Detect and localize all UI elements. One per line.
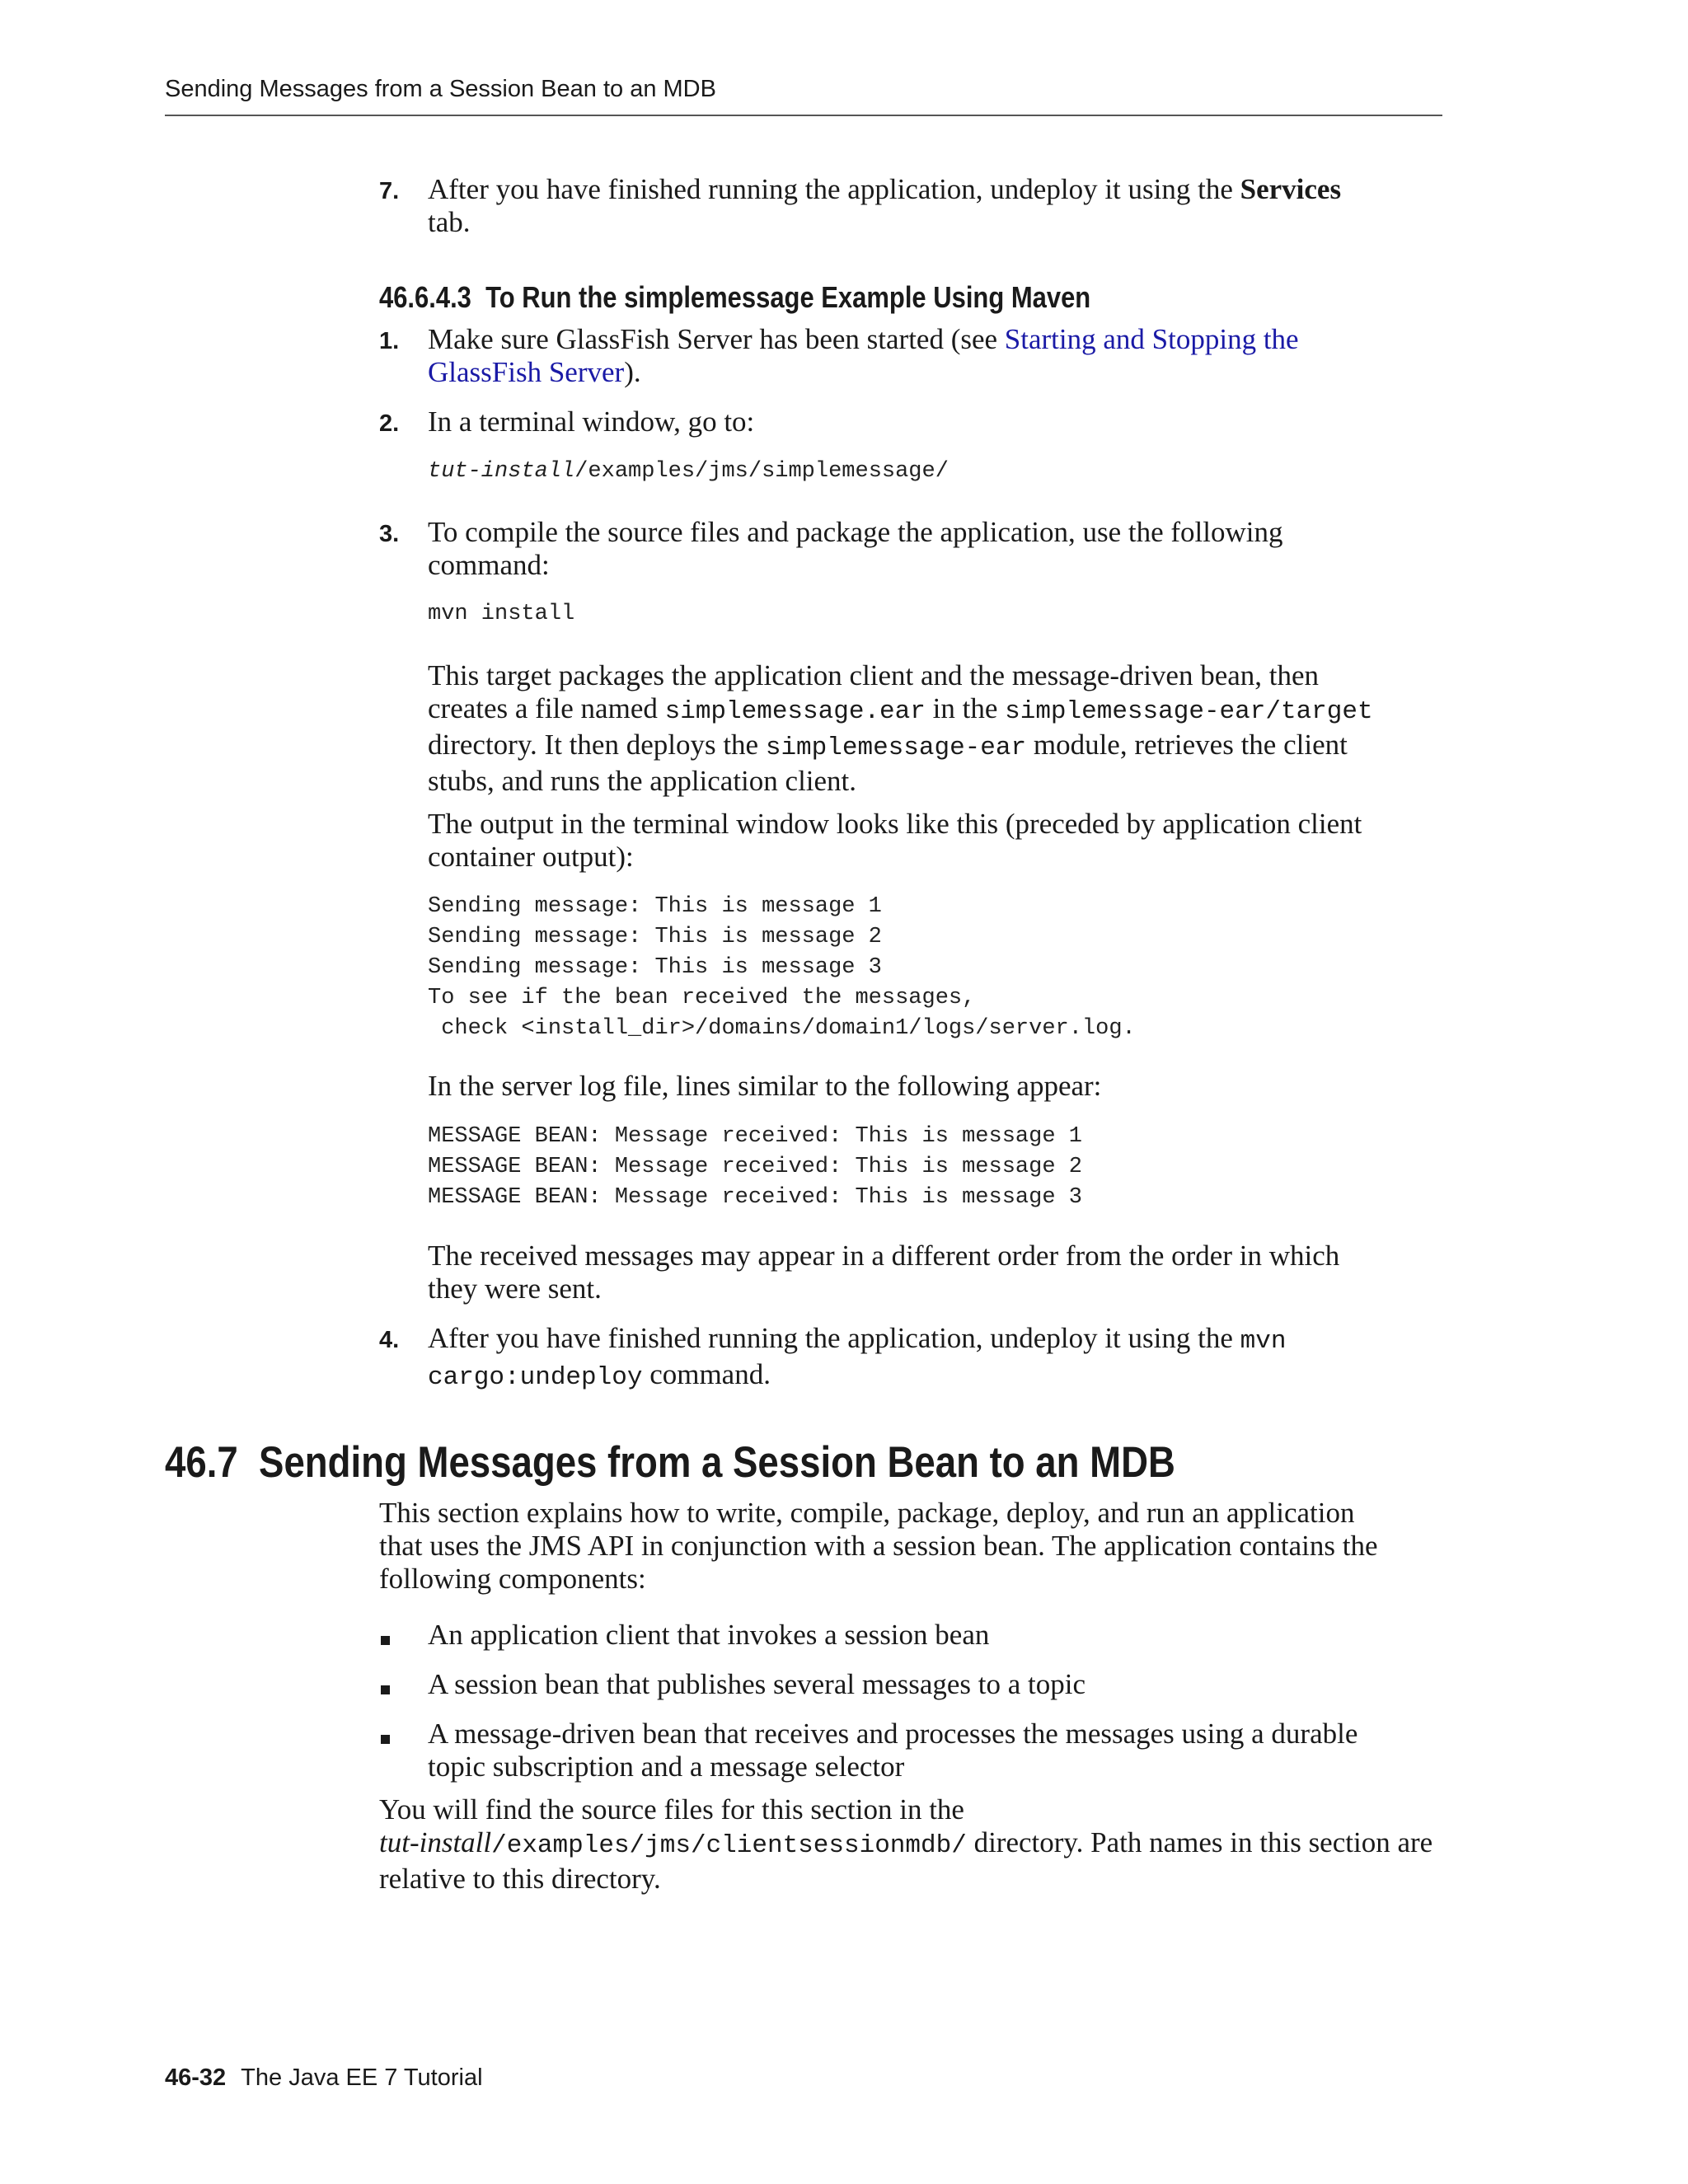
step-1-post: ). bbox=[624, 356, 641, 388]
outro-line1: You will find the source files for this section in the bbox=[379, 1793, 964, 1825]
log-line: MESSAGE BEAN: Message received: This is message 2 bbox=[428, 1155, 1082, 1179]
clientsessionmdb-path: /examples/jms/clientsessionmdb/ bbox=[491, 1831, 967, 1860]
outro-line3: relative to this directory. bbox=[379, 1863, 661, 1895]
log-line: MESSAGE BEAN: Message received: This is message 3 bbox=[428, 1185, 1082, 1210]
section-number: 46.7 bbox=[165, 1438, 238, 1487]
step-1-text bbox=[428, 323, 1299, 389]
p4-line2: they were sent. bbox=[428, 1272, 602, 1305]
outro-rest: directory. Path names in this section are bbox=[966, 1826, 1433, 1858]
section-intro bbox=[379, 1497, 1378, 1596]
step-4-pre: After you have finished running the application, undeploy it using the bbox=[428, 1322, 1240, 1354]
output-line: Sending message: This is message 1 bbox=[428, 894, 882, 919]
starting-stopping-link-2[interactable]: GlassFish Server bbox=[428, 356, 625, 388]
page-footer bbox=[165, 2064, 483, 2092]
section-heading-46-7 bbox=[165, 1437, 1175, 1488]
step-2-text: In a terminal window, go to: bbox=[428, 405, 755, 438]
p1-l3b: module, retrieves the client bbox=[1026, 729, 1348, 761]
p2-line2: container output): bbox=[428, 841, 634, 873]
ear-file-code: simplemessage.ear bbox=[664, 697, 926, 726]
bullet-marker bbox=[381, 1735, 390, 1744]
step-7-pre: After you have finished running the application, undeploy it using the bbox=[428, 173, 1240, 205]
bullet-item-1: An application client that invokes a session bean bbox=[428, 1619, 990, 1651]
page-number: 46-32 bbox=[165, 2064, 227, 2091]
starting-stopping-link-1[interactable]: Starting and Stopping the bbox=[1004, 323, 1299, 355]
intro-line3: following components: bbox=[379, 1563, 646, 1595]
source-files-paragraph bbox=[379, 1793, 1432, 1896]
step-7-post: tab. bbox=[428, 206, 471, 238]
mvn-install-command: mvn install bbox=[428, 602, 575, 626]
target-dir-code: simplemessage-ear/target bbox=[1005, 697, 1373, 726]
bullet-marker bbox=[381, 1685, 390, 1694]
server-log-output bbox=[428, 1122, 1082, 1213]
output-line: Sending message: This is message 2 bbox=[428, 925, 882, 949]
p1-line1: This target packages the application client and the message-driven bean, then bbox=[428, 659, 1320, 691]
step-7-text bbox=[428, 173, 1341, 239]
step-2-path-rest: /examples/jms/simplemessage/ bbox=[574, 459, 949, 484]
log-line: MESSAGE BEAN: Message received: This is message 1 bbox=[428, 1124, 1082, 1149]
section-number: 46.6.4.3 bbox=[379, 280, 471, 314]
step-3-number: 3. bbox=[379, 521, 400, 547]
step-3-paragraph-4 bbox=[428, 1240, 1339, 1305]
bullet-item-3 bbox=[428, 1718, 1357, 1783]
services-tab-term: Services bbox=[1240, 173, 1342, 205]
bullet-3-line2: topic subscription and a message selector bbox=[428, 1750, 905, 1783]
step-3-paragraph-2 bbox=[428, 808, 1362, 874]
step-4-number: 4. bbox=[379, 1327, 400, 1353]
step-3-line2: command: bbox=[428, 549, 550, 581]
step-3-paragraph-3: In the server log file, lines similar to the following appear: bbox=[428, 1070, 1102, 1102]
output-line: Sending message: This is message 3 bbox=[428, 955, 882, 980]
section-heading-46-6-4-3 bbox=[379, 280, 1090, 315]
section-title: To Run the simplemessage Example Using Maven bbox=[485, 280, 1091, 314]
step-2-number: 2. bbox=[379, 410, 400, 437]
step-4-post: command. bbox=[642, 1358, 771, 1390]
tut-install-italic: tut-install bbox=[428, 459, 575, 484]
bullet-marker bbox=[381, 1636, 390, 1645]
output-line: To see if the bean received the messages, bbox=[428, 986, 976, 1010]
book-title: The Java EE 7 Tutorial bbox=[241, 2064, 483, 2091]
intro-line2: that uses the JMS API in conjunction with a session bean. The application contains the bbox=[379, 1530, 1378, 1562]
section-title: Sending Messages from a Session Bean to an MDB bbox=[259, 1438, 1175, 1487]
p1-l2a: creates a file named bbox=[428, 692, 665, 724]
step-4-text bbox=[428, 1322, 1286, 1394]
step-3-text bbox=[428, 516, 1283, 582]
p2-line1: The output in the terminal window looks like this (preceded by application client bbox=[428, 808, 1362, 840]
step-3-line1: To compile the source files and package the application, use the following bbox=[428, 516, 1283, 548]
terminal-output bbox=[428, 892, 1136, 1044]
cargo-undeploy-code: cargo:undeploy bbox=[428, 1363, 643, 1392]
bullet-item-2: A session bean that publishes several messages to a topic bbox=[428, 1668, 1086, 1700]
header-rule bbox=[165, 115, 1442, 116]
intro-line1: This section explains how to write, compile, package, deploy, and run an application bbox=[379, 1497, 1355, 1529]
step-1-pre: Make sure GlassFish Server has been started (see bbox=[428, 323, 1005, 355]
p1-l2b: in the bbox=[925, 692, 1006, 724]
mvn-code: mvn bbox=[1240, 1327, 1287, 1356]
bullet-3-line1: A message-driven bean that receives and processes the messages using a durable bbox=[428, 1718, 1358, 1750]
tut-install-italic: tut-install bbox=[379, 1826, 492, 1858]
step-3-paragraph-1 bbox=[428, 659, 1373, 798]
step-2-path bbox=[428, 457, 949, 487]
step-7-number: 7. bbox=[379, 178, 400, 204]
p1-l3a: directory. It then deploys the bbox=[428, 729, 766, 761]
p4-line1: The received messages may appear in a different order from the order in which bbox=[428, 1240, 1340, 1272]
output-line: check <install_dir>/domains/domain1/logs/server.log. bbox=[428, 1016, 1136, 1041]
running-header: Sending Messages from a Session Bean to an MDB bbox=[165, 76, 716, 102]
module-code: simplemessage-ear bbox=[765, 733, 1027, 762]
p1-line4: stubs, and runs the application client. bbox=[428, 765, 857, 797]
step-1-number: 1. bbox=[379, 328, 400, 354]
